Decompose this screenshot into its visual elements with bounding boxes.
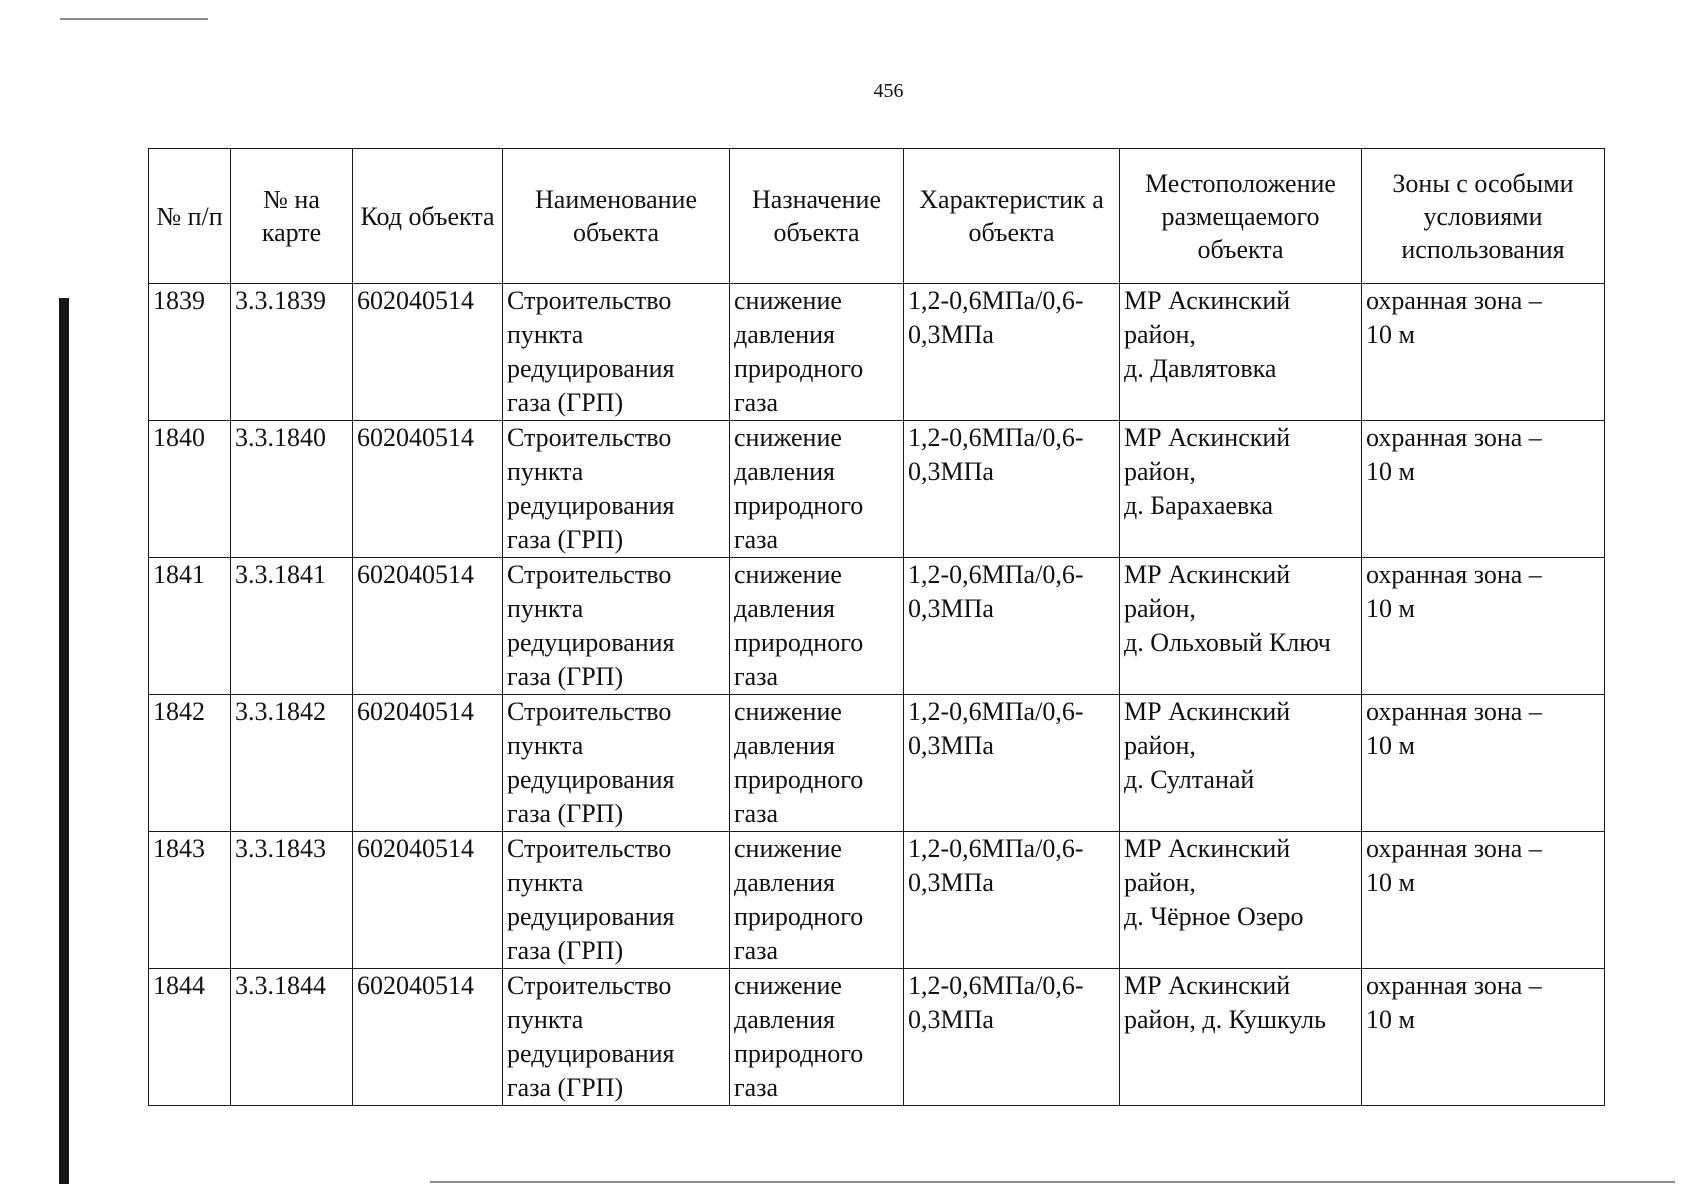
- cell-object-spec: [904, 832, 1120, 969]
- cell-map-number: [231, 969, 353, 1106]
- object-purpose-line: снижение: [734, 560, 842, 589]
- row-number: 1840: [153, 423, 205, 452]
- map-number: 3.3.1839: [235, 286, 326, 315]
- object-purpose-line: газа: [734, 388, 779, 417]
- special-zone-line: охранная зона –: [1366, 834, 1542, 863]
- object-purpose-line: давления: [734, 320, 836, 349]
- cell-object-location: [1120, 969, 1362, 1106]
- row-number: 1841: [153, 560, 205, 589]
- object-name-line: газа (ГРП): [507, 1073, 624, 1102]
- object-purpose-line: давления: [734, 731, 836, 760]
- object-purpose-line: природного: [734, 902, 864, 931]
- object-location-line: район,: [1124, 320, 1196, 349]
- object-location-line: д. Давлятовка: [1124, 354, 1277, 383]
- object-location-line: МР Аскинский: [1124, 834, 1291, 863]
- object-name-line: редуцирования: [507, 491, 675, 520]
- object-location-line: МР Аскинский: [1124, 697, 1291, 726]
- cell-object-purpose: [730, 558, 904, 695]
- object-spec-line: 0,3МПа: [908, 320, 994, 349]
- map-number: 3.3.1844: [235, 971, 326, 1000]
- object-location-line: МР Аскинский: [1124, 560, 1291, 589]
- cell-row-number: [149, 969, 231, 1106]
- special-zone-line: охранная зона –: [1366, 560, 1542, 589]
- table-row: [149, 969, 1605, 1106]
- object-name-line: редуцирования: [507, 628, 675, 657]
- object-purpose-line: снижение: [734, 971, 842, 1000]
- special-zone-line: 10 м: [1366, 731, 1415, 760]
- cell-map-number: [231, 695, 353, 832]
- object-purpose-line: давления: [734, 868, 836, 897]
- cell-object-location: [1120, 695, 1362, 832]
- object-code: 602040514: [357, 286, 474, 315]
- cell-row-number: [149, 695, 231, 832]
- special-zone-line: 10 м: [1366, 320, 1415, 349]
- table-row: [149, 421, 1605, 558]
- special-zone-line: 10 м: [1366, 1005, 1415, 1034]
- object-location-line: д. Ольховый Ключ: [1124, 628, 1331, 657]
- object-location-line: МР Аскинский: [1124, 286, 1291, 315]
- object-purpose-line: снижение: [734, 697, 842, 726]
- cell-object-purpose: [730, 832, 904, 969]
- cell-special-zone: [1362, 558, 1605, 695]
- object-name-line: Строительство: [507, 286, 672, 315]
- header-map-number: № на карте: [231, 149, 353, 284]
- object-spec-line: 1,2-0,6МПа/0,6-: [908, 971, 1084, 1000]
- object-purpose-line: снижение: [734, 834, 842, 863]
- cell-special-zone: [1362, 832, 1605, 969]
- header-object-code: Код объекта: [353, 149, 503, 284]
- cell-object-code: [353, 695, 503, 832]
- object-location-line: район,: [1124, 594, 1196, 623]
- cell-object-code: [353, 969, 503, 1106]
- object-code: 602040514: [357, 834, 474, 863]
- scan-artifact-line-bottom: [430, 1181, 1675, 1183]
- object-purpose-line: природного: [734, 354, 864, 383]
- cell-map-number: [231, 832, 353, 969]
- row-number: 1842: [153, 697, 205, 726]
- cell-object-spec: [904, 284, 1120, 421]
- header-object-location: Местоположение размещаемого объекта: [1120, 149, 1362, 284]
- special-zone-line: охранная зона –: [1366, 697, 1542, 726]
- cell-object-name: [503, 421, 730, 558]
- object-purpose-line: давления: [734, 457, 836, 486]
- object-name-line: пункта: [507, 320, 584, 349]
- object-purpose-line: природного: [734, 628, 864, 657]
- object-code: 602040514: [357, 560, 474, 589]
- object-spec-line: 0,3МПа: [908, 868, 994, 897]
- object-name-line: пункта: [507, 594, 584, 623]
- object-purpose-line: давления: [734, 1005, 836, 1034]
- object-name-line: пункта: [507, 1005, 584, 1034]
- object-name-line: Строительство: [507, 697, 672, 726]
- page-number: 456: [873, 80, 904, 102]
- cell-object-code: [353, 421, 503, 558]
- cell-row-number: [149, 421, 231, 558]
- object-code: 602040514: [357, 971, 474, 1000]
- object-name-line: Строительство: [507, 423, 672, 452]
- object-purpose-line: снижение: [734, 423, 842, 452]
- cell-object-spec: [904, 558, 1120, 695]
- object-purpose-line: природного: [734, 1039, 864, 1068]
- cell-object-code: [353, 284, 503, 421]
- objects-table: [148, 148, 1605, 1106]
- object-code: 602040514: [357, 423, 474, 452]
- object-name-line: газа (ГРП): [507, 388, 624, 417]
- header-object-name: Наименование объекта: [503, 149, 730, 284]
- table-row: [149, 832, 1605, 969]
- special-zone-line: охранная зона –: [1366, 423, 1542, 452]
- object-name-line: газа (ГРП): [507, 799, 624, 828]
- object-location-line: д. Барахаевка: [1124, 491, 1274, 520]
- cell-object-location: [1120, 832, 1362, 969]
- table-row: [149, 695, 1605, 832]
- object-name-line: газа (ГРП): [507, 525, 624, 554]
- row-number: 1844: [153, 971, 205, 1000]
- cell-special-zone: [1362, 695, 1605, 832]
- cell-special-zone: [1362, 969, 1605, 1106]
- object-purpose-line: газа: [734, 662, 779, 691]
- map-number: 3.3.1840: [235, 423, 326, 452]
- special-zone-line: 10 м: [1366, 868, 1415, 897]
- map-number: 3.3.1841: [235, 560, 326, 589]
- object-name-line: пункта: [507, 457, 584, 486]
- map-number: 3.3.1843: [235, 834, 326, 863]
- object-name-line: редуцирования: [507, 902, 675, 931]
- object-location-line: МР Аскинский: [1124, 971, 1291, 1000]
- cell-object-purpose: [730, 421, 904, 558]
- object-spec-line: 0,3МПа: [908, 1005, 994, 1034]
- cell-row-number: [149, 284, 231, 421]
- table-row: [149, 558, 1605, 695]
- object-spec-line: 0,3МПа: [908, 594, 994, 623]
- cell-object-spec: [904, 695, 1120, 832]
- object-spec-line: 1,2-0,6МПа/0,6-: [908, 834, 1084, 863]
- special-zone-line: охранная зона –: [1366, 286, 1542, 315]
- object-purpose-line: природного: [734, 491, 864, 520]
- object-name-line: пункта: [507, 731, 584, 760]
- object-location-line: район,: [1124, 731, 1196, 760]
- object-purpose-line: снижение: [734, 286, 842, 315]
- object-spec-line: 0,3МПа: [908, 457, 994, 486]
- object-location-line: д. Султанай: [1124, 765, 1255, 794]
- object-name-line: Строительство: [507, 560, 672, 589]
- special-zone-line: 10 м: [1366, 594, 1415, 623]
- cell-object-purpose: [730, 969, 904, 1106]
- header-object-purpose: Назначение объекта: [730, 149, 904, 284]
- cell-object-purpose: [730, 284, 904, 421]
- scan-artifact-line-top: [60, 18, 208, 20]
- cell-special-zone: [1362, 284, 1605, 421]
- cell-object-location: [1120, 421, 1362, 558]
- object-purpose-line: газа: [734, 936, 779, 965]
- cell-row-number: [149, 832, 231, 969]
- object-name-line: газа (ГРП): [507, 936, 624, 965]
- object-name-line: редуцирования: [507, 1039, 675, 1068]
- object-spec-line: 1,2-0,6МПа/0,6-: [908, 286, 1084, 315]
- object-name-line: Строительство: [507, 971, 672, 1000]
- cell-row-number: [149, 558, 231, 695]
- cell-object-location: [1120, 284, 1362, 421]
- cell-object-location: [1120, 558, 1362, 695]
- header-special-zones: Зоны с особыми условиями использования: [1362, 149, 1605, 284]
- object-location-line: район,: [1124, 868, 1196, 897]
- object-purpose-line: давления: [734, 594, 836, 623]
- object-purpose-line: газа: [734, 799, 779, 828]
- cell-map-number: [231, 558, 353, 695]
- object-purpose-line: газа: [734, 525, 779, 554]
- row-number: 1843: [153, 834, 205, 863]
- object-location-line: МР Аскинский: [1124, 423, 1291, 452]
- table-body: [149, 284, 1605, 1106]
- cell-map-number: [231, 284, 353, 421]
- object-location-line: район,: [1124, 457, 1196, 486]
- cell-object-name: [503, 832, 730, 969]
- map-number: 3.3.1842: [235, 697, 326, 726]
- header-row-number: № п/п: [149, 149, 231, 284]
- header-object-spec: Характеристик а объекта: [904, 149, 1120, 284]
- object-spec-line: 1,2-0,6МПа/0,6-: [908, 560, 1084, 589]
- object-name-line: пункта: [507, 868, 584, 897]
- scan-artifact-bar-left: [59, 298, 69, 1184]
- table-row: [149, 284, 1605, 421]
- cell-object-purpose: [730, 695, 904, 832]
- cell-special-zone: [1362, 421, 1605, 558]
- cell-map-number: [231, 421, 353, 558]
- cell-object-spec: [904, 969, 1120, 1106]
- special-zone-line: 10 м: [1366, 457, 1415, 486]
- cell-object-name: [503, 558, 730, 695]
- object-name-line: Строительство: [507, 834, 672, 863]
- table-header-row: [149, 149, 1605, 284]
- special-zone-line: охранная зона –: [1366, 971, 1542, 1000]
- object-location-line: д. Чёрное Озеро: [1124, 902, 1304, 931]
- object-name-line: газа (ГРП): [507, 662, 624, 691]
- object-code: 602040514: [357, 697, 474, 726]
- cell-object-spec: [904, 421, 1120, 558]
- object-location-line: район, д. Кушкуль: [1124, 1005, 1326, 1034]
- cell-object-name: [503, 969, 730, 1106]
- cell-object-code: [353, 832, 503, 969]
- object-purpose-line: природного: [734, 765, 864, 794]
- cell-object-name: [503, 284, 730, 421]
- object-spec-line: 0,3МПа: [908, 731, 994, 760]
- object-name-line: редуцирования: [507, 354, 675, 383]
- object-purpose-line: газа: [734, 1073, 779, 1102]
- object-spec-line: 1,2-0,6МПа/0,6-: [908, 423, 1084, 452]
- object-spec-line: 1,2-0,6МПа/0,6-: [908, 697, 1084, 726]
- cell-object-name: [503, 695, 730, 832]
- row-number: 1839: [153, 286, 205, 315]
- cell-object-code: [353, 558, 503, 695]
- object-name-line: редуцирования: [507, 765, 675, 794]
